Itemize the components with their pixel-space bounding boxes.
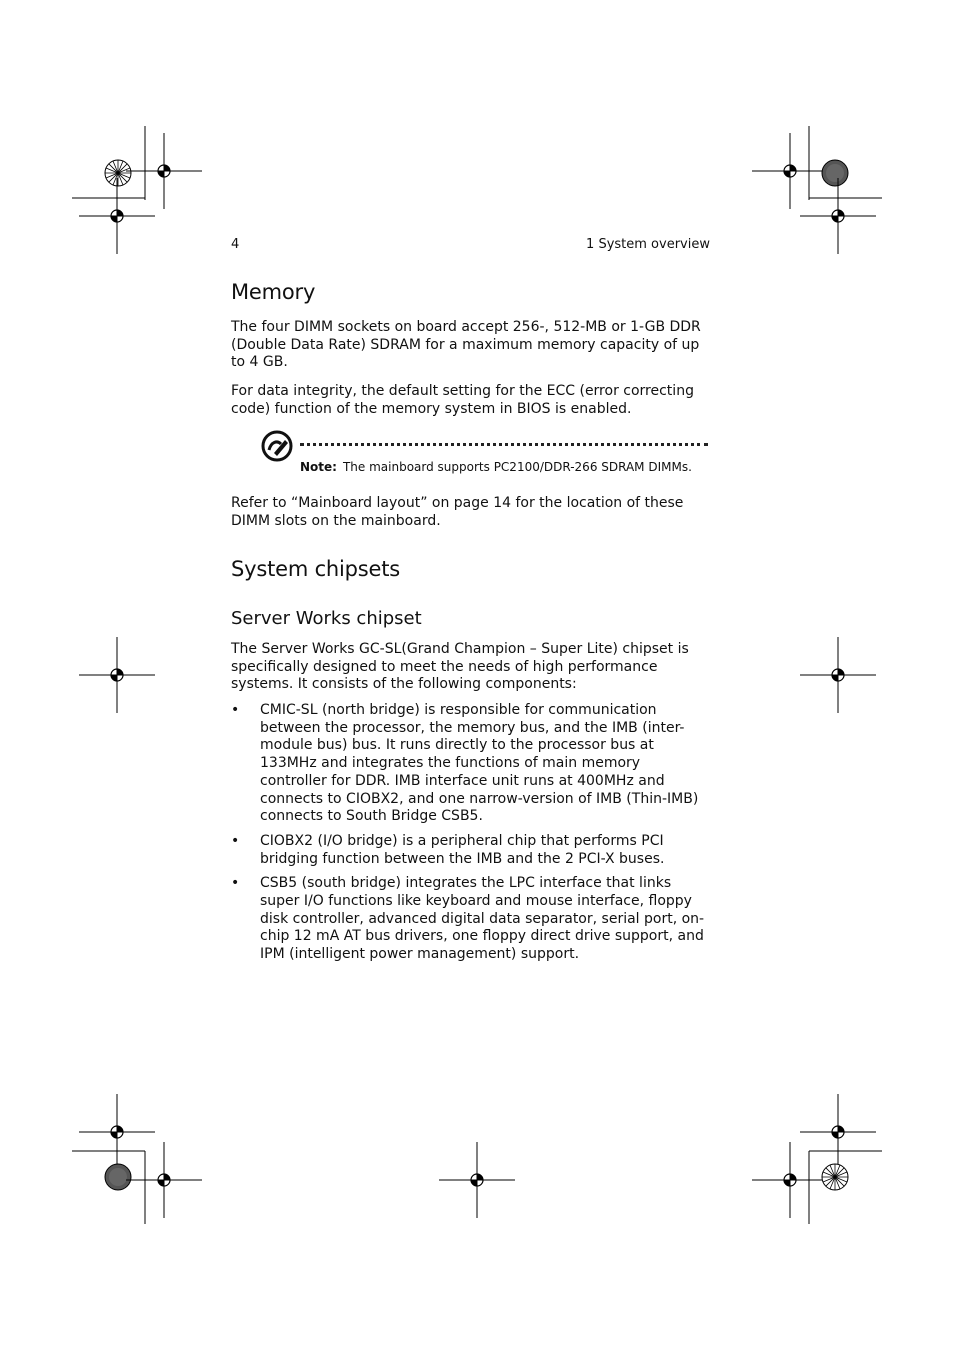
memory-para-2: For data integrity, the default setting for the ECC (error correcting code) function of the memory system in BIOS is enabled.: [231, 383, 694, 417]
registration-dot-icon: [822, 160, 848, 186]
running-head: 1 System overview: [586, 237, 710, 252]
server-works-heading: Server Works chipset: [231, 608, 422, 629]
note-label: Note:: [300, 460, 337, 474]
registration-crosshair-icon: [752, 133, 828, 209]
memory-heading: Memory: [231, 280, 316, 304]
registration-crosshair-icon: [800, 637, 876, 713]
registration-starburst-icon: [822, 1164, 848, 1190]
list-item: [231, 833, 709, 868]
note-text: The mainboard supports PC2100/DDR-266 SDRAM DIMMs.: [342, 460, 692, 474]
registration-crosshair-icon: [752, 1142, 828, 1218]
list-item: [231, 875, 709, 964]
registration-crosshair-icon: [126, 133, 202, 209]
list-item: [231, 702, 709, 826]
registration-dot-icon: [105, 1164, 131, 1190]
memory-para-1: The four DIMM sockets on board accept 256-, 512-MB or 1-GB DDR (Double Data Rate) SDRAM for a maximum memory capacity of up to 4 GB.: [231, 319, 701, 371]
memory-para-3: Refer to “Mainboard layout” on page 14 for the location of these DIMM slots on the mainboard.: [231, 495, 684, 529]
bullet-icon: •: [231, 875, 240, 892]
registration-crosshair-icon: [79, 637, 155, 713]
list-item-text: CIOBX2 (I/O bridge) is a peripheral chip that performs PCI bridging function between the IMB and the 2 PCI-X buses.: [260, 832, 665, 867]
note-pencil-icon: [261, 430, 293, 462]
registration-crosshair-icon: [439, 1142, 515, 1218]
page-number: 4: [231, 237, 240, 252]
note-rule: [300, 443, 708, 446]
note: [300, 460, 692, 474]
registration-crosshair-icon: [79, 1094, 155, 1170]
chipsets-intro: The Server Works GC-SL(Grand Champion – Super Lite) chipset is specifically designed to meet the needs of high performance systems. It consists of the following components:: [231, 641, 689, 693]
registration-crosshair-icon: [800, 1094, 876, 1170]
registration-crosshair-icon: [79, 178, 155, 254]
component-list: [231, 702, 709, 971]
bullet-icon: •: [231, 702, 240, 718]
list-item-text: CSB5 (south bridge) integrates the LPC interface that links super I/O functions like keyboard and mouse interface, floppy disk controller, advanced digital data separator, serial port, on-chip 12 mA AT bus drivers, one floppy direct drive support, and IPM (intelligent power management) support.: [260, 875, 705, 963]
registration-crosshair-icon: [800, 178, 876, 254]
chipsets-heading: System chipsets: [231, 557, 401, 581]
bullet-icon: •: [231, 832, 240, 849]
list-item-text: CMIC-SL (north bridge) is responsible for communication between the processor, the memory bus, and the IMB (inter-module bus) bus. It runs directly to the processor bus at 133MHz and integrates the functions of main memory controller for DDR. IMB interface unit runs at 400MHz and connects to CIOBX2, and one narrow-version of IMB (Thin-IMB) connects to South Bridge CSB5.: [260, 702, 699, 825]
registration-crosshair-icon: [126, 1142, 202, 1218]
registration-starburst-icon: [105, 160, 131, 186]
